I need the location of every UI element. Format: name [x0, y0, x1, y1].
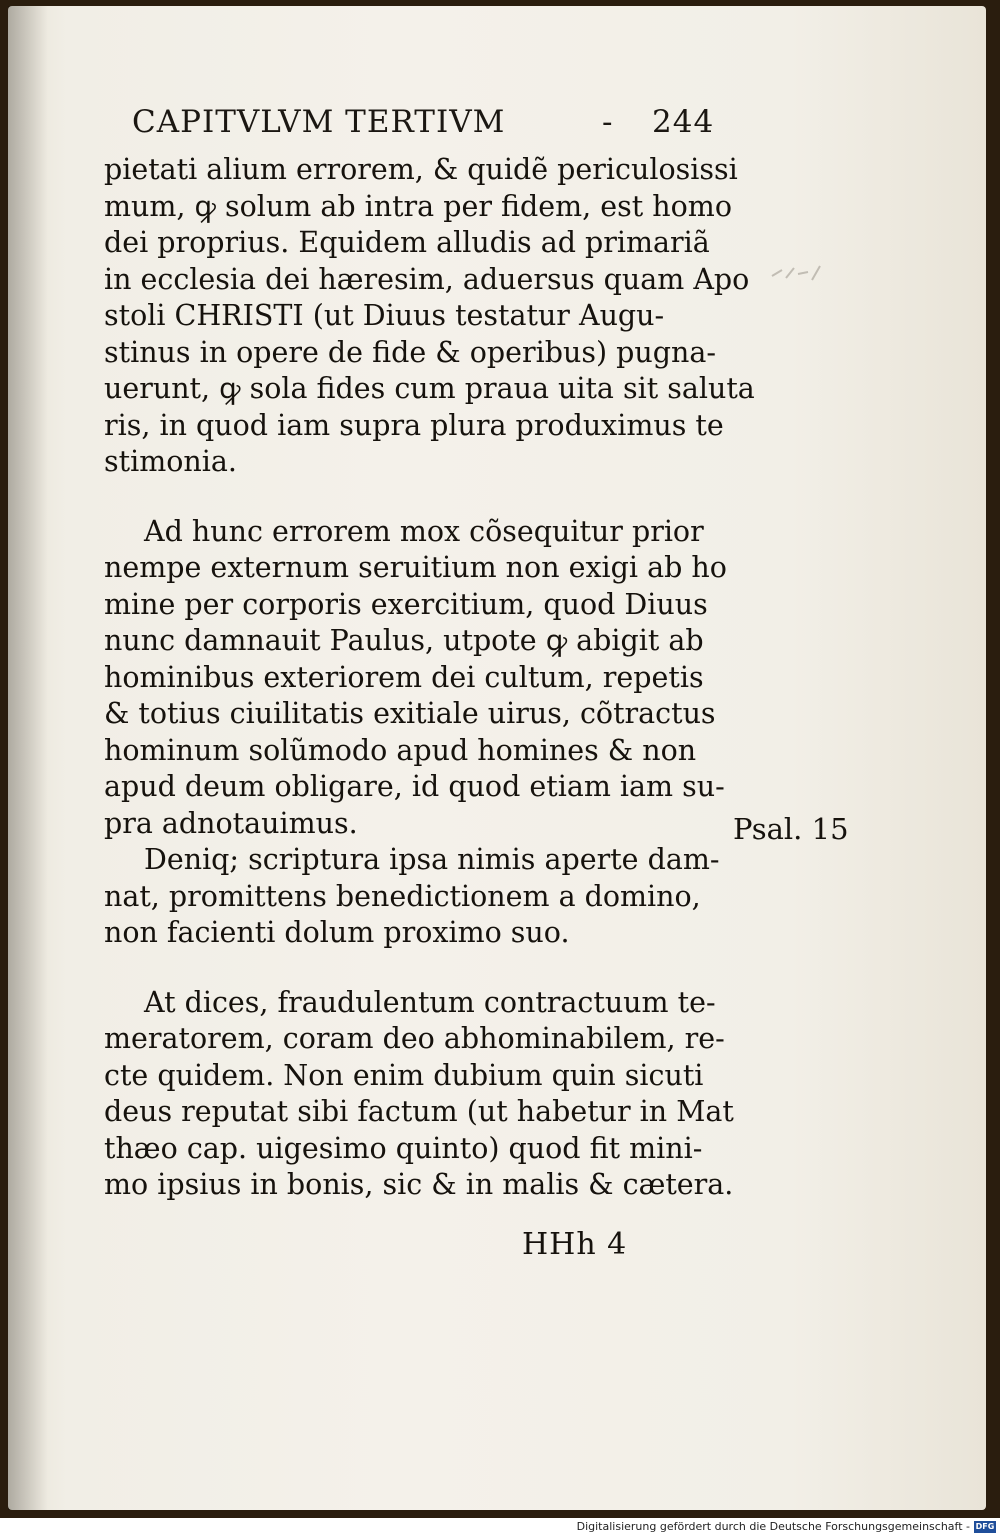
- body-text: [104, 152, 755, 1204]
- text-line: deus reputat sibi factum (ut habetur in Mat: [104, 1095, 734, 1128]
- gutter-shadow: [8, 6, 48, 1510]
- text-line: nempe externum seruitium non exigi ab ho: [104, 551, 727, 584]
- text-line: uerunt, ꝙ sola fides cum praua uita sit saluta: [104, 372, 755, 405]
- text-line: hominum solũmodo apud homines & non: [104, 733, 697, 767]
- paragraph-2: [104, 514, 727, 843]
- text-line: & totius ciuilitatis exitiale uirus, cõtractus: [104, 697, 716, 730]
- text-line: hominibus exteriorem dei cultum, repetis: [104, 660, 704, 694]
- text-line: cte quidem. Non enim dubium quin sicuti: [104, 1058, 704, 1092]
- text-line: Deniq; scriptura ipsa nimis aperte dam-: [144, 843, 720, 876]
- text-line: apud deum obligare, id quod etiam iam su-: [104, 770, 725, 803]
- paragraph-gap: [104, 481, 724, 514]
- text-line: in ecclesia dei hæresim, aduersus quam Apo: [104, 262, 750, 296]
- dfg-logo: DFG: [975, 1522, 995, 1531]
- text-line: stimonia.: [104, 445, 237, 478]
- folio-number: 244: [652, 104, 715, 140]
- paragraph-4: [104, 985, 734, 1204]
- text-line: mum, ꝙ solum ab intra per fidem, est homo: [104, 189, 732, 223]
- text-line: thæo cap. uigesimo quinto) quod fit mini-: [104, 1131, 703, 1165]
- text-line: mine per corporis exercitium, quod Diuus: [104, 587, 708, 621]
- text-line: At dices, fraudulentum contractuum te-: [144, 985, 716, 1019]
- faded-ink-mark: [768, 258, 828, 288]
- text-line: nat, promittens benedictionem a domino,: [104, 879, 701, 913]
- text-line: Ad hunc errorem mox cõsequitur prior: [144, 514, 704, 548]
- signature-mark: HHh 4: [522, 1227, 628, 1262]
- text-line: meratorem, coram deo abhominabilem, re-: [104, 1022, 725, 1055]
- text-line: stoli CHRISTI (ut Diuus testatur Augu-: [104, 299, 665, 332]
- margin-note: Psal. 15: [733, 812, 849, 846]
- text-line: nunc damnauit Paulus, utpote ꝙ abigit ab: [104, 624, 704, 657]
- paragraph-gap: [104, 952, 724, 985]
- footer-credit: Digitalisierung gefördert durch die Deutsche Forschungsgemeinschaft -: [576, 1520, 970, 1533]
- text-line: pra adnotauimus.: [104, 806, 358, 840]
- footer-bar: [0, 1518, 1000, 1537]
- text-line: non facienti dolum proximo suo.: [104, 916, 570, 949]
- running-header: [132, 104, 722, 144]
- text-line: stinus in opere de fide & operibus) pugna-: [104, 335, 716, 369]
- chapter-title: CAPITVLVM TERTIVM: [132, 104, 506, 140]
- paragraph-1: [104, 152, 755, 481]
- paragraph-3: [104, 842, 724, 952]
- text-line: pietati alium errorem, & quidẽ periculosissi: [104, 153, 738, 186]
- text-line: mo ipsius in bonis, sic & in malis & cætera.: [104, 1168, 734, 1201]
- text-line: ris, in quod iam supra plura produximus te: [104, 408, 724, 442]
- header-separator: -: [602, 104, 614, 140]
- text-line: dei proprius. Equidem alludis ad primariã: [104, 226, 710, 259]
